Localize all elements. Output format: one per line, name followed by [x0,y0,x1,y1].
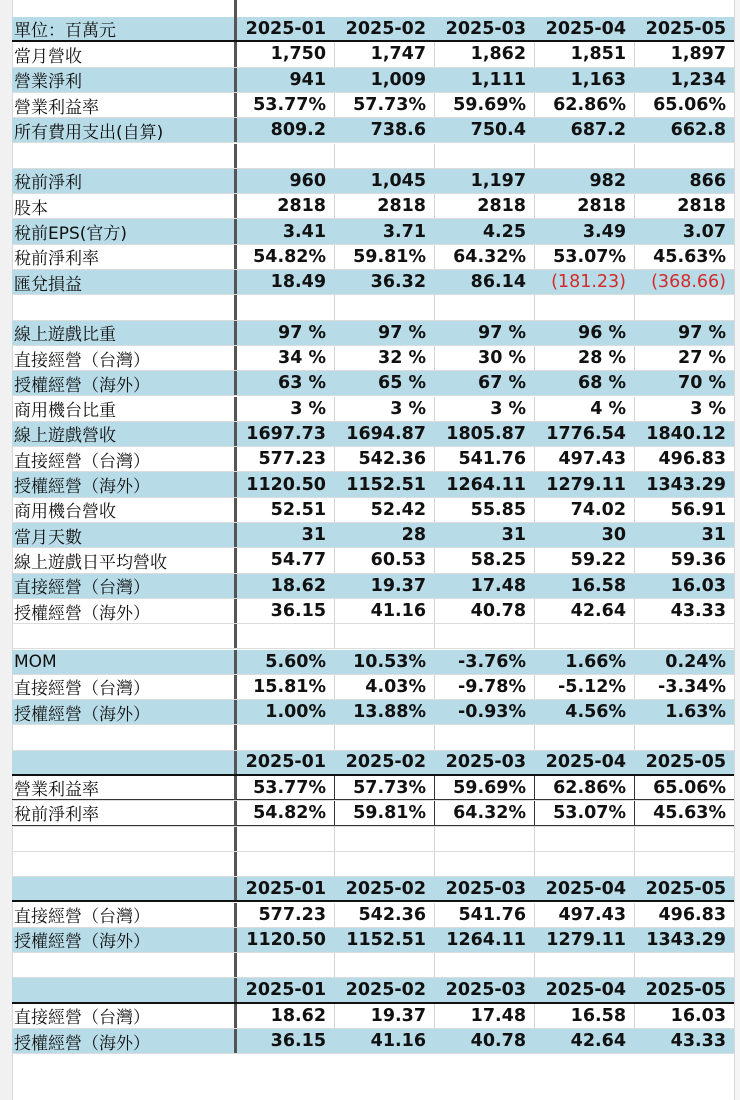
value-cell[interactable]: 59.81% [334,801,434,825]
value-cell[interactable]: 3 % [634,397,734,421]
row-label-cell[interactable]: 授權經營（海外） [14,603,150,624]
value-cell[interactable]: 18.62 [234,1004,334,1028]
month-header-cell[interactable]: 2025-03 [445,752,526,773]
value-cell[interactable]: 42.64 [534,599,634,623]
unit-label-cell[interactable] [12,978,234,1001]
value-cell[interactable]: 32 % [334,346,434,370]
row-label-cell[interactable]: 直接經營（台灣） [14,1008,150,1028]
value-cell[interactable]: 36.15 [234,1029,334,1053]
value-cell[interactable]: 3.71 [382,221,426,242]
value-cell[interactable]: 1152.51 [346,929,426,950]
value-cell[interactable]: 4.03% [334,675,434,699]
table-row [12,1004,734,1029]
row-label-cell[interactable]: 稅前淨利率 [14,249,99,269]
empty-cell[interactable] [12,295,234,319]
value-cell[interactable]: -5.12% [534,675,634,699]
unit-label-cell[interactable]: 單位：百萬元 [14,21,116,41]
value-cell[interactable]: 28 % [534,346,634,370]
value-cell[interactable]: 1120.50 [234,928,334,952]
value-cell[interactable]: 68 % [578,373,626,394]
value-cell[interactable]: 36.15 [234,599,334,623]
empty-cell[interactable] [12,144,234,168]
table-row [12,548,734,573]
month-header-cell[interactable]: 2025-01 [234,877,334,900]
header-row [12,978,734,1003]
empty-cell[interactable] [234,852,334,876]
value-cell[interactable]: 45.63% [634,245,734,269]
value-cell[interactable]: 1343.29 [646,929,726,950]
table-row [12,42,734,67]
empty-cell[interactable] [634,144,734,168]
value-cell[interactable]: 2818 [434,194,534,218]
value-cell[interactable]: 86.14 [470,272,526,293]
value-cell[interactable]: 3 % [234,397,334,421]
row-label-cell[interactable]: 線上遊戲營收 [14,426,116,447]
value-cell[interactable]: 1343.29 [646,474,726,495]
value-cell[interactable]: 59.81% [334,245,434,269]
row-label-cell[interactable]: 商用機台比重 [14,401,116,421]
month-header-cell[interactable]: 2025-01 [234,751,334,774]
value-cell[interactable]: 41.16 [334,599,434,623]
value-cell[interactable]: 809.2 [234,118,334,142]
table-row [12,346,734,371]
value-cell[interactable]: 97 % [678,322,726,343]
right-edge [734,0,740,1100]
month-header-cell[interactable]: 2025-02 [345,752,426,773]
value-cell[interactable]: 541.76 [434,903,534,927]
value-cell[interactable]: 43.33 [634,599,734,623]
value-cell[interactable]: 17.48 [470,575,526,596]
table-row [12,245,734,270]
month-header-cell[interactable]: 2025-05 [645,980,726,1001]
unit-label-cell[interactable] [12,877,234,900]
empty-cell[interactable] [634,725,734,749]
header-row [12,751,734,776]
row-label-cell[interactable]: 股本 [14,198,48,219]
value-cell[interactable]: 52.42 [334,498,434,522]
value-cell[interactable]: 1.66% [565,651,626,672]
table-row [12,574,734,599]
empty-cell[interactable] [434,953,534,977]
empty-cell[interactable] [234,953,334,977]
row-label-cell[interactable]: 直接經營（台灣） [14,350,150,371]
value-cell[interactable]: 70 % [678,373,726,394]
empty-cell[interactable] [634,624,734,648]
value-cell[interactable]: 62.86% [534,93,634,117]
value-cell[interactable]: 42.64 [570,1031,626,1052]
row-label-cell[interactable]: 稅前EPS(官方) [14,224,128,244]
empty-cell[interactable] [334,827,434,851]
empty-cell[interactable] [234,295,334,319]
value-cell[interactable]: 16.58 [570,575,626,596]
value-cell[interactable]: 1694.87 [346,423,426,444]
value-cell[interactable]: 16.58 [534,1004,634,1028]
row-label-cell[interactable]: 直接經營（台灣） [14,679,150,700]
value-cell[interactable]: 1,163 [570,69,626,90]
empty-cell[interactable] [234,725,334,749]
value-cell[interactable]: 97 % [234,321,334,345]
table-row [12,68,734,93]
row-label-cell[interactable]: 營業利益率 [12,776,234,800]
value-cell[interactable]: 1,111 [470,69,526,90]
value-cell[interactable]: 982 [589,170,626,191]
header-row [12,877,734,902]
value-cell[interactable]: 2818 [234,194,334,218]
value-cell[interactable]: -0.93% [458,702,526,723]
value-cell[interactable]: 19.37 [334,1004,434,1028]
row-label-cell[interactable]: 授權經營（海外） [14,704,150,725]
value-cell[interactable]: 1,851 [534,42,634,66]
table-row [12,650,734,675]
value-cell[interactable]: 57.73% [334,93,434,117]
value-cell[interactable]: 13.88% [353,702,426,723]
value-cell[interactable]: 53.07% [534,245,634,269]
value-cell[interactable]: 4 % [534,397,634,421]
value-cell[interactable]: 64.32% [434,245,534,269]
value-cell[interactable]: 59.36 [634,548,734,572]
value-cell[interactable]: 3.07 [682,221,726,242]
empty-cell[interactable] [12,624,234,648]
table-row [12,447,734,472]
month-header-cell[interactable]: 2025-04 [545,18,626,39]
table-row [12,903,734,928]
value-cell[interactable]: 31 [234,523,334,547]
empty-row [12,144,734,169]
table-row [12,1029,734,1054]
value-cell[interactable]: 1840.12 [646,423,726,444]
value-cell[interactable]: -9.78% [434,675,534,699]
empty-cell[interactable] [434,725,534,749]
top-empty-row[interactable] [12,0,734,18]
value-cell[interactable]: 16.03 [634,1004,734,1028]
value-cell[interactable]: 18.62 [234,574,334,598]
value-cell[interactable]: 54.77 [234,548,334,572]
table-row [12,498,734,523]
table-row [12,801,734,826]
row-label-cell[interactable]: 線上遊戲比重 [14,325,116,345]
header-row [12,17,734,42]
value-cell[interactable]: 56.91 [634,498,734,522]
empty-cell[interactable] [12,827,234,851]
value-cell[interactable]: 1805.87 [446,423,526,444]
value-cell[interactable]: 28 [401,525,426,546]
value-cell[interactable]: 30 % [434,346,534,370]
empty-cell[interactable] [434,852,534,876]
value-cell[interactable]: 27 % [634,346,734,370]
table-row [12,270,734,295]
value-cell[interactable]: 687.2 [570,120,626,141]
table-row [12,397,734,422]
table-row [12,523,734,548]
month-header-cell[interactable]: 2025-03 [445,18,526,39]
value-cell[interactable]: 53.77% [234,93,334,117]
value-cell[interactable]: 67 % [478,373,526,394]
row-label-cell[interactable]: 直接經營（台灣） [14,578,150,598]
empty-cell[interactable] [234,144,334,168]
empty-cell[interactable] [534,624,634,648]
value-cell[interactable]: 496.83 [634,903,734,927]
month-header-cell[interactable]: 2025-05 [645,752,726,773]
value-cell[interactable]: 36.32 [370,272,426,293]
value-cell[interactable]: 577.23 [234,903,334,927]
value-cell[interactable]: 53.77% [234,776,334,800]
value-cell[interactable]: 2818 [334,194,434,218]
empty-cell[interactable] [334,953,434,977]
value-cell[interactable]: 738.6 [370,120,426,141]
value-cell[interactable]: 19.37 [370,575,426,596]
empty-cell[interactable] [12,725,234,749]
empty-cell[interactable] [434,295,534,319]
value-cell[interactable]: 577.23 [234,447,334,471]
value-cell[interactable]: 64.32% [434,801,534,825]
empty-cell[interactable] [334,144,434,168]
month-header-cell[interactable]: 2025-05 [645,878,726,899]
value-cell[interactable]: 96 % [578,322,626,343]
value-cell[interactable]: 1,045 [370,170,426,191]
value-cell[interactable]: 55.85 [434,498,534,522]
value-cell[interactable]: 1264.11 [446,474,526,495]
value-cell[interactable]: 65.06% [634,93,734,117]
month-header-cell[interactable]: 2025-04 [545,980,626,1001]
row-label-cell[interactable]: 授權經營（海外） [14,932,150,953]
value-cell[interactable]: 1,234 [670,69,726,90]
empty-cell[interactable] [234,624,334,648]
empty-cell[interactable] [634,852,734,876]
value-cell[interactable]: 40.78 [434,599,534,623]
value-cell[interactable]: 62.86% [534,776,634,800]
table-row [12,472,734,497]
value-cell[interactable]: 662.8 [670,120,726,141]
value-cell[interactable]: 941 [234,68,334,92]
table-row [12,371,734,396]
value-cell[interactable]: 866 [689,170,726,191]
value-cell[interactable]: 52.51 [234,498,334,522]
month-header-cell[interactable]: 2025-04 [545,878,626,899]
row-label-cell[interactable]: 匯兌損益 [14,274,82,295]
empty-cell[interactable] [234,827,334,851]
empty-row [12,827,734,852]
value-cell[interactable]: 750.4 [470,120,526,141]
value-cell[interactable]: 34 % [234,346,334,370]
month-header-cell[interactable]: 2025-03 [445,980,526,1001]
value-cell[interactable]: 57.73% [334,776,434,800]
value-cell[interactable]: 16.03 [670,575,726,596]
value-cell[interactable]: 30 [601,525,626,546]
value-cell[interactable]: 541.76 [434,447,534,471]
value-cell[interactable]: 10.53% [353,651,426,672]
value-cell[interactable]: -3.76% [458,651,526,672]
value-cell[interactable]: 1264.11 [446,929,526,950]
month-header-cell[interactable]: 2025-01 [234,17,334,40]
month-header-cell[interactable]: 2025-02 [345,18,426,39]
value-cell[interactable]: 97 % [378,322,426,343]
empty-cell[interactable] [334,852,434,876]
value-cell[interactable]: 1,009 [370,69,426,90]
value-cell[interactable]: 43.33 [670,1031,726,1052]
value-cell[interactable]: 496.83 [634,447,734,471]
row-label-cell[interactable]: 所有費用支出(自算) [14,122,164,143]
row-label-cell[interactable]: 直接經營（台灣） [14,907,150,927]
empty-cell[interactable] [634,295,734,319]
value-cell[interactable]: 1120.50 [234,472,334,496]
table-row [12,118,734,143]
table-row [12,700,734,725]
empty-row [12,624,734,649]
value-cell[interactable]: 497.43 [534,903,634,927]
value-cell[interactable]: 15.81% [234,675,334,699]
value-cell[interactable]: 65.06% [634,776,734,800]
value-cell[interactable]: 65 % [378,373,426,394]
table-row [12,219,734,244]
table-row [12,928,734,953]
empty-row [12,295,734,320]
month-header-cell[interactable]: 2025-02 [345,878,426,899]
value-cell[interactable]: 97 % [478,322,526,343]
empty-cell[interactable] [12,953,234,977]
value-cell[interactable]: 2818 [534,194,634,218]
month-header-cell[interactable]: 2025-02 [345,980,426,1001]
table-row [12,675,734,700]
value-cell[interactable]: 1697.73 [234,422,334,446]
row-label-cell[interactable]: 商用機台營收 [14,502,116,522]
empty-row [12,725,734,750]
row-label-cell[interactable]: 授權經營（海外） [14,375,150,396]
row-label-cell[interactable]: MOM [14,651,57,672]
row-label-cell[interactable]: 營業利益率 [14,97,99,118]
empty-cell[interactable] [334,624,434,648]
table-row [12,93,734,118]
value-cell[interactable]: 54.82% [234,245,334,269]
value-cell[interactable]: 5.60% [234,650,334,674]
row-label-cell[interactable]: 當月天數 [14,527,82,548]
value-cell[interactable]: 1.00% [234,700,334,724]
table-row [12,422,734,447]
value-cell[interactable]: 1,750 [234,42,334,66]
month-header-cell[interactable]: 2025-04 [545,752,626,773]
value-cell[interactable]: 59.22 [534,548,634,572]
row-label-cell[interactable]: 當月營收 [14,46,82,67]
table-row [12,194,734,219]
empty-cell[interactable] [634,827,734,851]
value-cell[interactable]: 1,197 [470,170,526,191]
value-cell[interactable]: 542.36 [334,447,434,471]
empty-cell[interactable] [534,725,634,749]
empty-cell[interactable] [334,295,434,319]
value-cell[interactable]: 41.16 [370,1031,426,1052]
empty-cell[interactable] [434,144,534,168]
value-cell[interactable]: 58.25 [434,548,534,572]
empty-cell[interactable] [534,953,634,977]
value-cell[interactable]: 4.56% [565,702,626,723]
value-cell[interactable]: 1,897 [634,42,734,66]
empty-row [12,953,734,978]
empty-cell[interactable] [534,827,634,851]
value-cell[interactable]: 497.43 [534,447,634,471]
value-cell[interactable]: 1,862 [434,42,534,66]
value-cell[interactable]: 2818 [634,194,734,218]
month-header-cell[interactable]: 2025-03 [445,878,526,899]
empty-cell[interactable] [434,827,534,851]
unit-label-cell[interactable] [12,751,234,774]
value-cell[interactable]: (181.23) [551,272,626,293]
value-cell[interactable]: 3.41 [234,219,334,243]
empty-cell[interactable] [634,953,734,977]
value-cell[interactable]: 17.48 [434,1004,534,1028]
empty-cell[interactable] [12,852,234,876]
value-cell[interactable]: 31 [501,525,526,546]
row-label-cell[interactable]: 線上遊戲日平均營收 [14,552,167,573]
value-cell[interactable]: 3.49 [582,221,626,242]
value-cell[interactable]: 1776.54 [546,423,626,444]
value-cell[interactable]: 31 [701,525,726,546]
value-cell[interactable]: 59.69% [434,776,534,800]
value-cell[interactable]: 45.63% [634,801,734,825]
value-cell[interactable]: 1.63% [665,702,726,723]
value-cell[interactable]: 0.24% [665,651,726,672]
value-cell[interactable]: 63 % [234,371,334,395]
value-cell[interactable]: 60.53 [334,548,434,572]
value-cell[interactable]: 960 [234,169,334,193]
value-cell[interactable]: 54.82% [234,801,334,825]
value-cell[interactable]: 542.36 [334,903,434,927]
value-cell[interactable]: 3 % [434,397,534,421]
empty-row [12,852,734,877]
empty-cell[interactable] [534,852,634,876]
table-row [12,599,734,624]
row-label-cell[interactable]: 授權經營（海外） [14,1033,150,1054]
value-cell[interactable]: (368.66) [651,272,726,293]
value-cell[interactable]: 59.69% [434,93,534,117]
month-header-cell[interactable]: 2025-01 [234,978,334,1001]
value-cell[interactable]: 40.78 [470,1031,526,1052]
row-label-cell[interactable]: 授權經營（海外） [14,477,150,497]
value-cell[interactable]: 18.49 [234,270,334,294]
value-cell[interactable]: -3.34% [634,675,734,699]
table-row [12,776,734,801]
table-row [12,169,734,194]
value-cell[interactable]: 53.07% [534,801,634,825]
empty-cell[interactable] [334,725,434,749]
empty-cell[interactable] [534,295,634,319]
value-cell[interactable]: 74.02 [534,498,634,522]
value-cell[interactable]: 4.25 [482,221,526,242]
table-row [12,321,734,346]
value-cell[interactable]: 1,747 [334,42,434,66]
value-cell[interactable]: 3 % [334,397,434,421]
value-cell[interactable]: 1279.11 [546,474,626,495]
empty-cell[interactable] [434,624,534,648]
month-header-cell[interactable]: 2025-05 [645,18,726,39]
row-label-cell[interactable]: 營業淨利 [14,72,82,92]
row-label-cell[interactable]: 直接經營（台灣） [14,451,150,472]
empty-cell[interactable] [534,144,634,168]
value-cell[interactable]: 1279.11 [546,929,626,950]
value-cell[interactable]: 1152.51 [346,474,426,495]
row-label-cell[interactable]: 稅前淨利率 [12,801,234,825]
row-label-cell[interactable]: 稅前淨利 [14,173,82,194]
